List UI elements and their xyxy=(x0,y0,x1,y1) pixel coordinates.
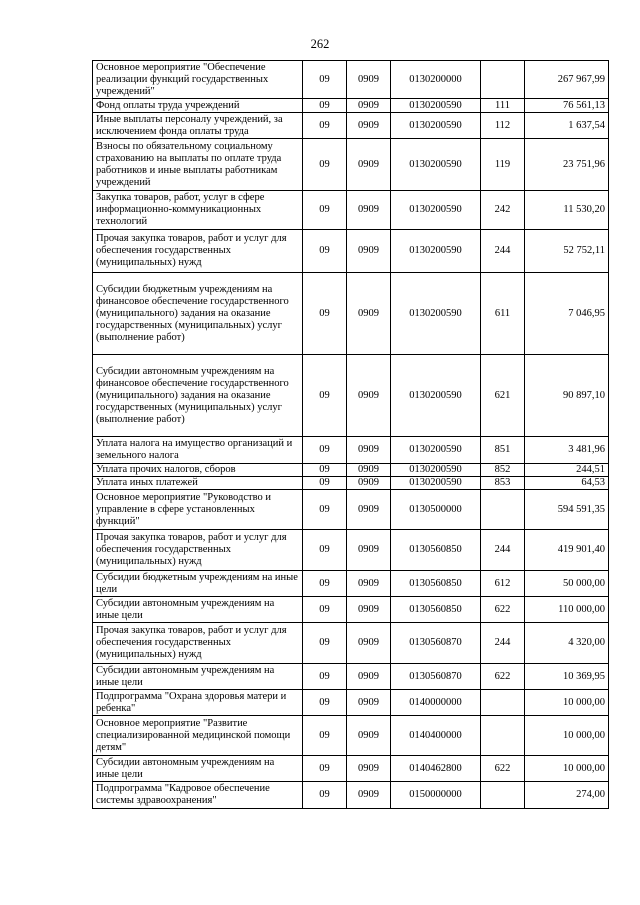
row-expense-type-cell: 111 xyxy=(481,99,525,113)
row-amount-cell: 594 591,35 xyxy=(525,490,609,530)
row-amount-cell: 11 530,20 xyxy=(525,191,609,230)
row-amount-cell: 244,51 xyxy=(525,464,609,477)
row-target-article-cell: 0140462800 xyxy=(391,756,481,782)
row-target-article-cell: 0130200590 xyxy=(391,477,481,490)
row-target-article-cell: 0130500000 xyxy=(391,490,481,530)
table-row xyxy=(93,437,609,464)
table-row xyxy=(93,597,609,623)
row-expense-type-cell: 852 xyxy=(481,464,525,477)
budget-table xyxy=(92,60,609,809)
row-amount-cell: 10 000,00 xyxy=(525,716,609,756)
table-row xyxy=(93,273,609,355)
row-target-article-cell: 0140000000 xyxy=(391,690,481,716)
row-target-article-cell: 0130560850 xyxy=(391,597,481,623)
row-amount-cell: 10 369,95 xyxy=(525,664,609,690)
row-subsection-cell: 0909 xyxy=(347,690,391,716)
row-expense-type-cell xyxy=(481,490,525,530)
row-expense-type-cell: 612 xyxy=(481,571,525,597)
row-name-cell: Субсидии автономным учреждениям на финансовое обеспечение государственного (муниципального) задания на оказание государственных (муниципальных) услуг (выполнение работ) xyxy=(93,355,303,437)
row-name-cell: Основное мероприятие "Руководство и управление в сфере установленных функций" xyxy=(93,490,303,530)
table-row xyxy=(93,530,609,571)
table-row xyxy=(93,623,609,664)
row-subsection-cell: 0909 xyxy=(347,756,391,782)
row-amount-cell: 50 000,00 xyxy=(525,571,609,597)
row-section-cell: 09 xyxy=(303,690,347,716)
row-target-article-cell: 0150000000 xyxy=(391,782,481,809)
row-expense-type-cell: 244 xyxy=(481,623,525,664)
row-amount-cell: 419 901,40 xyxy=(525,530,609,571)
table-row xyxy=(93,191,609,230)
row-expense-type-cell: 112 xyxy=(481,113,525,139)
row-amount-cell: 1 637,54 xyxy=(525,113,609,139)
row-name-cell: Подпрограмма "Кадровое обеспечение системы здравоохранения" xyxy=(93,782,303,809)
row-expense-type-cell: 851 xyxy=(481,437,525,464)
table-row xyxy=(93,477,609,490)
row-name-cell: Взносы по обязательному социальному страхованию на выплаты по оплате труда работников и иные выплаты работникам учреждений xyxy=(93,139,303,191)
row-target-article-cell: 0130200590 xyxy=(391,191,481,230)
row-subsection-cell: 0909 xyxy=(347,464,391,477)
row-section-cell: 09 xyxy=(303,782,347,809)
row-section-cell: 09 xyxy=(303,464,347,477)
table-row xyxy=(93,782,609,809)
table-row xyxy=(93,99,609,113)
row-section-cell: 09 xyxy=(303,490,347,530)
row-name-cell: Прочая закупка товаров, работ и услуг для обеспечения государственных (муниципальных) нужд xyxy=(93,530,303,571)
row-target-article-cell: 0130200590 xyxy=(391,355,481,437)
row-expense-type-cell: 242 xyxy=(481,191,525,230)
row-section-cell: 09 xyxy=(303,756,347,782)
row-name-cell: Основное мероприятие "Развитие специализированной медицинской помощи детям" xyxy=(93,716,303,756)
row-section-cell: 09 xyxy=(303,273,347,355)
row-target-article-cell: 0140400000 xyxy=(391,716,481,756)
row-subsection-cell: 0909 xyxy=(347,664,391,690)
row-amount-cell: 267 967,99 xyxy=(525,61,609,99)
row-subsection-cell: 0909 xyxy=(347,139,391,191)
row-section-cell: 09 xyxy=(303,530,347,571)
row-amount-cell: 23 751,96 xyxy=(525,139,609,191)
row-subsection-cell: 0909 xyxy=(347,273,391,355)
row-amount-cell: 64,53 xyxy=(525,477,609,490)
row-subsection-cell: 0909 xyxy=(347,623,391,664)
row-amount-cell: 4 320,00 xyxy=(525,623,609,664)
row-section-cell: 09 xyxy=(303,230,347,273)
table-row xyxy=(93,690,609,716)
row-target-article-cell: 0130200000 xyxy=(391,61,481,99)
table-row xyxy=(93,355,609,437)
page-number: 262 xyxy=(310,37,330,51)
row-amount-cell: 274,00 xyxy=(525,782,609,809)
budget-table-body xyxy=(93,61,609,809)
row-target-article-cell: 0130200590 xyxy=(391,139,481,191)
row-section-cell: 09 xyxy=(303,99,347,113)
row-amount-cell: 10 000,00 xyxy=(525,756,609,782)
row-expense-type-cell: 622 xyxy=(481,664,525,690)
row-section-cell: 09 xyxy=(303,191,347,230)
row-target-article-cell: 0130560850 xyxy=(391,571,481,597)
row-expense-type-cell: 622 xyxy=(481,756,525,782)
row-amount-cell: 52 752,11 xyxy=(525,230,609,273)
row-subsection-cell: 0909 xyxy=(347,191,391,230)
row-expense-type-cell xyxy=(481,61,525,99)
table-row xyxy=(93,664,609,690)
row-name-cell: Субсидии бюджетным учреждениям на финансовое обеспечение государственного (муниципального) задания на оказание государственных (муниципальных) услуг (выполнение работ) xyxy=(93,273,303,355)
row-subsection-cell: 0909 xyxy=(347,571,391,597)
row-subsection-cell: 0909 xyxy=(347,437,391,464)
row-target-article-cell: 0130560850 xyxy=(391,530,481,571)
row-expense-type-cell xyxy=(481,716,525,756)
row-subsection-cell: 0909 xyxy=(347,355,391,437)
row-amount-cell: 110 000,00 xyxy=(525,597,609,623)
row-target-article-cell: 0130560870 xyxy=(391,664,481,690)
row-subsection-cell: 0909 xyxy=(347,530,391,571)
row-amount-cell: 10 000,00 xyxy=(525,690,609,716)
row-amount-cell: 76 561,13 xyxy=(525,99,609,113)
row-name-cell: Подпрограмма "Охрана здоровья матери и ребенка" xyxy=(93,690,303,716)
table-row xyxy=(93,113,609,139)
row-subsection-cell: 0909 xyxy=(347,99,391,113)
table-row xyxy=(93,756,609,782)
row-name-cell: Фонд оплаты труда учреждений xyxy=(93,99,303,113)
table-row xyxy=(93,716,609,756)
row-target-article-cell: 0130200590 xyxy=(391,273,481,355)
row-section-cell: 09 xyxy=(303,477,347,490)
row-amount-cell: 7 046,95 xyxy=(525,273,609,355)
row-section-cell: 09 xyxy=(303,139,347,191)
row-name-cell: Прочая закупка товаров, работ и услуг для обеспечения государственных (муниципальных) нужд xyxy=(93,623,303,664)
row-amount-cell: 90 897,10 xyxy=(525,355,609,437)
row-target-article-cell: 0130200590 xyxy=(391,230,481,273)
row-expense-type-cell: 611 xyxy=(481,273,525,355)
row-name-cell: Субсидии автономным учреждениям на иные цели xyxy=(93,756,303,782)
row-name-cell: Уплата налога на имущество организаций и земельного налога xyxy=(93,437,303,464)
row-expense-type-cell xyxy=(481,690,525,716)
row-section-cell: 09 xyxy=(303,437,347,464)
row-expense-type-cell: 119 xyxy=(481,139,525,191)
row-name-cell: Иные выплаты персоналу учреждений, за исключением фонда оплаты труда xyxy=(93,113,303,139)
table-row xyxy=(93,490,609,530)
table-row xyxy=(93,230,609,273)
row-name-cell: Основное мероприятие "Обеспечение реализации функций государственных учреждений" xyxy=(93,61,303,99)
row-expense-type-cell: 244 xyxy=(481,530,525,571)
row-section-cell: 09 xyxy=(303,61,347,99)
row-subsection-cell: 0909 xyxy=(347,113,391,139)
row-expense-type-cell: 244 xyxy=(481,230,525,273)
table-row xyxy=(93,571,609,597)
row-target-article-cell: 0130200590 xyxy=(391,464,481,477)
row-section-cell: 09 xyxy=(303,623,347,664)
row-subsection-cell: 0909 xyxy=(347,597,391,623)
row-section-cell: 09 xyxy=(303,597,347,623)
row-expense-type-cell: 853 xyxy=(481,477,525,490)
row-name-cell: Закупка товаров, работ, услуг в сфере информационно-коммуникационных технологий xyxy=(93,191,303,230)
row-name-cell: Субсидии бюджетным учреждениям на иные цели xyxy=(93,571,303,597)
row-expense-type-cell xyxy=(481,782,525,809)
row-name-cell: Уплата прочих налогов, сборов xyxy=(93,464,303,477)
row-subsection-cell: 0909 xyxy=(347,230,391,273)
row-subsection-cell: 0909 xyxy=(347,490,391,530)
row-section-cell: 09 xyxy=(303,571,347,597)
row-subsection-cell: 0909 xyxy=(347,716,391,756)
row-subsection-cell: 0909 xyxy=(347,782,391,809)
row-expense-type-cell: 621 xyxy=(481,355,525,437)
row-target-article-cell: 0130200590 xyxy=(391,113,481,139)
row-amount-cell: 3 481,96 xyxy=(525,437,609,464)
table-row xyxy=(93,464,609,477)
row-name-cell: Прочая закупка товаров, работ и услуг для обеспечения государственных (муниципальных) нужд xyxy=(93,230,303,273)
row-expense-type-cell: 622 xyxy=(481,597,525,623)
row-section-cell: 09 xyxy=(303,355,347,437)
row-subsection-cell: 0909 xyxy=(347,477,391,490)
row-target-article-cell: 0130200590 xyxy=(391,99,481,113)
row-name-cell: Уплата иных платежей xyxy=(93,477,303,490)
row-section-cell: 09 xyxy=(303,716,347,756)
table-row xyxy=(93,139,609,191)
row-target-article-cell: 0130560870 xyxy=(391,623,481,664)
row-name-cell: Субсидии автономным учреждениям на иные цели xyxy=(93,664,303,690)
table-row xyxy=(93,61,609,99)
row-name-cell: Субсидии автономным учреждениям на иные цели xyxy=(93,597,303,623)
row-subsection-cell: 0909 xyxy=(347,61,391,99)
row-section-cell: 09 xyxy=(303,664,347,690)
row-target-article-cell: 0130200590 xyxy=(391,437,481,464)
row-section-cell: 09 xyxy=(303,113,347,139)
